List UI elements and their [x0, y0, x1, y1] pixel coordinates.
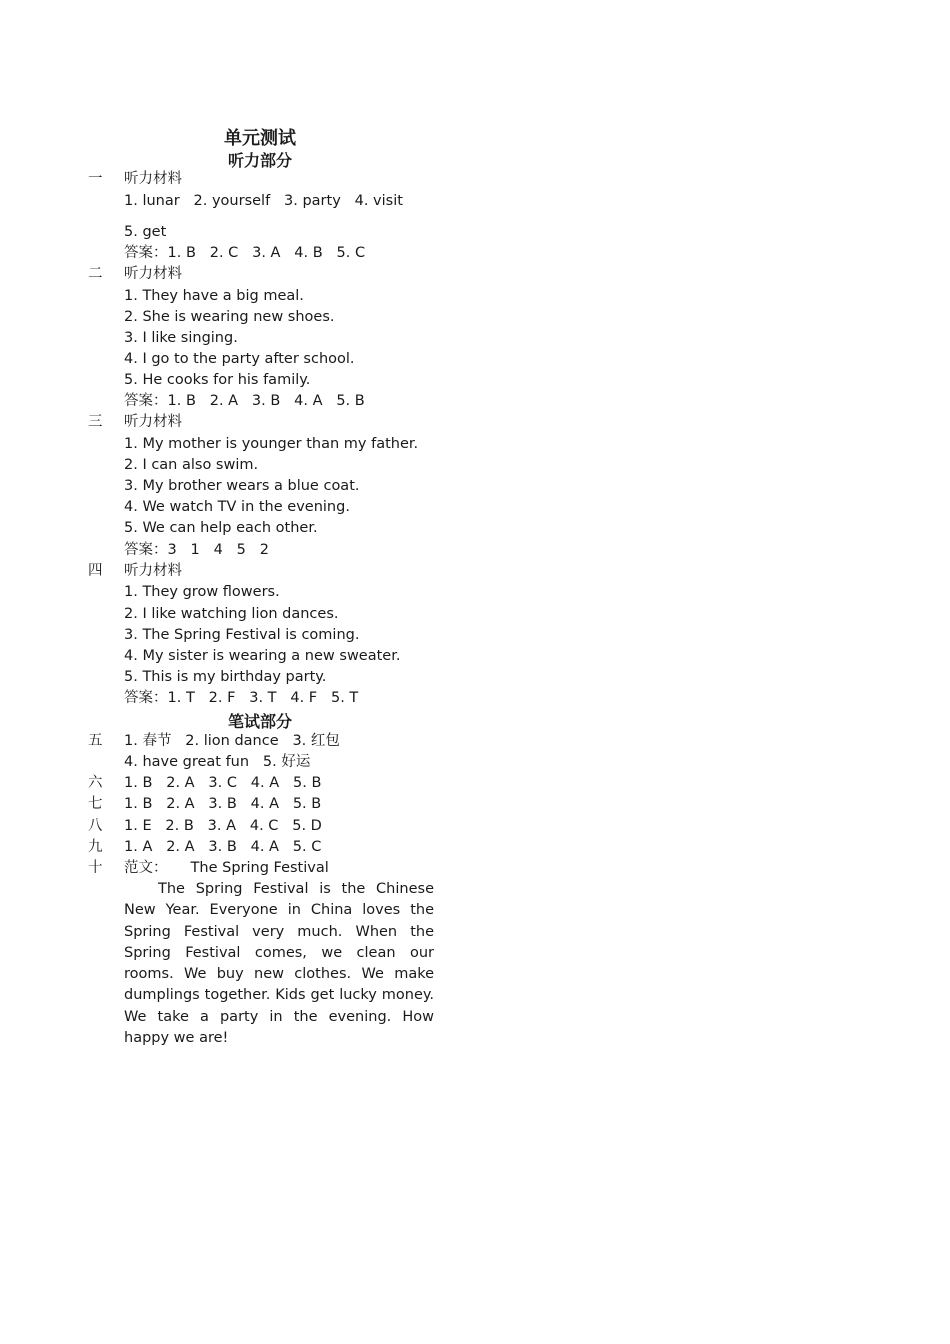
- list-item: 4. My sister is wearing a new sweater.: [124, 648, 401, 664]
- section-label-1: 听力材料: [124, 171, 182, 187]
- listening-heading: 听力部分: [227, 151, 292, 170]
- section-number-6: 六: [88, 775, 103, 791]
- section2-answer: 答案：1. B 2. A 3. B 4. A 5. B: [124, 393, 365, 409]
- section1-answer: 答案：1. B 2. C 3. A 4. B 5. C: [124, 245, 366, 261]
- section1-words-line2: 5. get: [124, 224, 167, 240]
- list-item: 1. My mother is younger than my father.: [124, 436, 419, 452]
- list-item: 1. They grow flowers.: [124, 584, 280, 600]
- section7-answer: 1. B 2. A 3. B 4. A 5. B: [124, 796, 322, 812]
- sample-essay: The Spring Festival is the Chinese New Year. Everyone in China loves the Spring Festival very much. When the Spring Festival comes, we clean our rooms. We buy new clothes. We make dumplings together. Kids get lucky money. We take a party in the evening. How happy we are!: [124, 881, 434, 1047]
- section4-answer: 答案：1. T 2. F 3. T 4. F 5. T: [124, 690, 359, 706]
- section8-answer: 1. E 2. B 3. A 4. C 5. D: [124, 818, 322, 834]
- section-label-2: 听力材料: [124, 266, 182, 282]
- section5-line2: 4. have great fun 5. 好运: [124, 754, 311, 770]
- section3-answer: 答案：3 1 4 5 2: [124, 542, 269, 558]
- section-number-4: 四: [88, 563, 103, 579]
- section-number-2: 二: [88, 266, 103, 282]
- section-number-5: 五: [88, 733, 103, 749]
- list-item: 4. I go to the party after school.: [124, 351, 355, 367]
- list-item: 3. I like singing.: [124, 330, 238, 346]
- section-number-10: 十: [88, 860, 103, 876]
- section-number-7: 七: [88, 796, 103, 812]
- page-title: 单元测试: [224, 128, 296, 149]
- section-number-9: 九: [88, 839, 103, 855]
- essay-label: 范文： The Spring Festival: [124, 860, 329, 876]
- section1-words-line1: 1. lunar 2. yourself 3. party 4. visit: [124, 193, 403, 209]
- section6-answer: 1. B 2. A 3. C 4. A 5. B: [124, 775, 322, 791]
- list-item: 3. My brother wears a blue coat.: [124, 478, 360, 494]
- section9-answer: 1. A 2. A 3. B 4. A 5. C: [124, 839, 322, 855]
- section-number-1: 一: [88, 171, 103, 187]
- list-item: 4. We watch TV in the evening.: [124, 499, 350, 515]
- list-item: 5. We can help each other.: [124, 520, 318, 536]
- list-item: 1. They have a big meal.: [124, 288, 304, 304]
- list-item: 2. She is wearing new shoes.: [124, 309, 335, 325]
- section-number-8: 八: [88, 818, 103, 834]
- section5-line1: 1. 春节 2. lion dance 3. 红包: [124, 733, 340, 749]
- list-item: 2. I can also swim.: [124, 457, 259, 473]
- list-item: 3. The Spring Festival is coming.: [124, 627, 360, 643]
- section-label-4: 听力材料: [124, 563, 182, 579]
- list-item: 5. He cooks for his family.: [124, 372, 311, 388]
- list-item: 5. This is my birthday party.: [124, 669, 327, 685]
- section-number-3: 三: [88, 414, 103, 430]
- writing-heading: 笔试部分: [227, 712, 292, 731]
- section-label-3: 听力材料: [124, 414, 182, 430]
- list-item: 2. I like watching lion dances.: [124, 606, 339, 622]
